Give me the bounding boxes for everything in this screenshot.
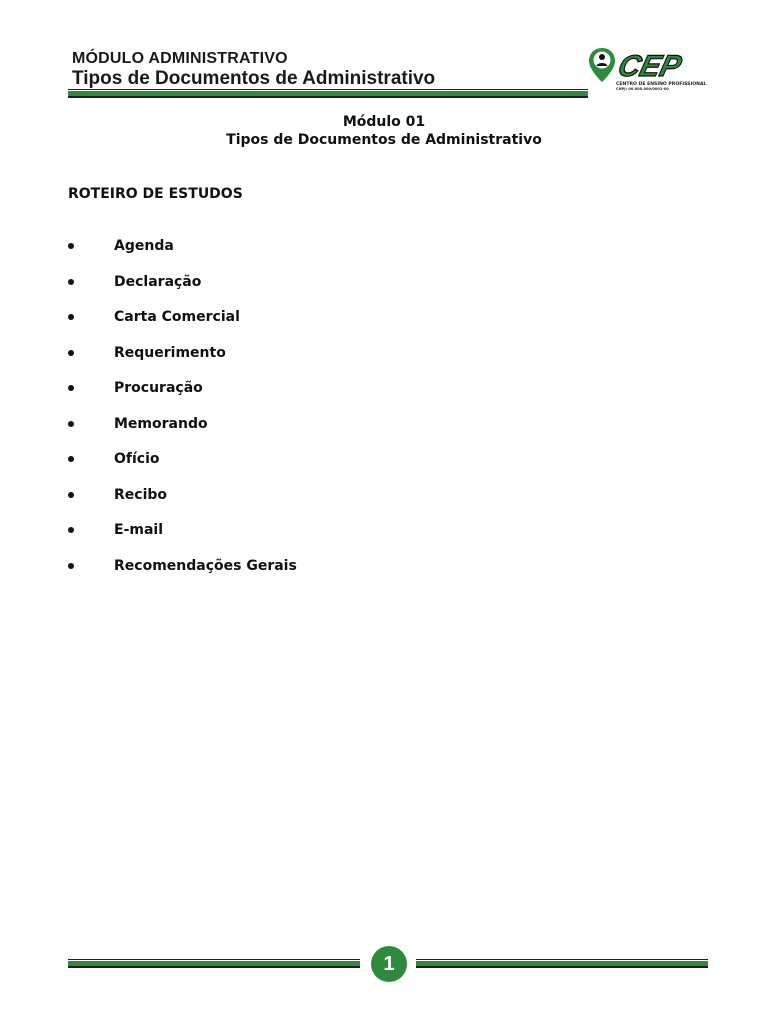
logo-tagline: CENTRO DE ENSINO PROFISSIONAL CNPJ: 00.000.000/0001-00 bbox=[616, 82, 707, 91]
page-number-badge: 1 bbox=[371, 946, 407, 982]
list-item-label: Recibo bbox=[114, 486, 168, 503]
list-item-label: Carta Comercial bbox=[114, 309, 240, 325]
list-item-label: E-mail bbox=[114, 522, 164, 538]
list-item-label: Declaração bbox=[114, 273, 202, 290]
bullet-icon bbox=[68, 279, 74, 285]
bullet-icon bbox=[68, 385, 74, 391]
list-item-label: Agenda bbox=[114, 238, 174, 254]
module-label: MÓDULO ADMINISTRATIVO bbox=[72, 50, 288, 67]
cep-logo bbox=[588, 46, 706, 98]
bullet-icon bbox=[68, 563, 74, 569]
bullet-icon bbox=[68, 492, 74, 498]
list-item-label: Ofício bbox=[114, 451, 160, 467]
logo-brand: CEP bbox=[614, 49, 685, 83]
header-title: Tipos de Documentos de Administrativo bbox=[72, 68, 436, 89]
location-pin-person-icon bbox=[588, 46, 706, 86]
footer-divider-right bbox=[416, 959, 708, 969]
page-header bbox=[72, 50, 592, 90]
list-item-label: Requerimento bbox=[114, 344, 226, 361]
bullet-icon bbox=[68, 350, 74, 356]
bullet-icon bbox=[68, 421, 74, 427]
bullet-icon bbox=[68, 243, 74, 249]
bullet-icon bbox=[68, 314, 74, 320]
footer-divider-left bbox=[68, 959, 360, 969]
header-divider bbox=[68, 89, 588, 98]
section-heading: ROTEIRO DE ESTUDOS bbox=[68, 186, 243, 202]
list-item-label: Recomendações Gerais bbox=[114, 557, 297, 574]
list-item-label: Memorando bbox=[114, 415, 208, 432]
module-title: Tipos de Documentos de Administrativo bbox=[226, 132, 542, 148]
list-item-label: Procuração bbox=[114, 380, 203, 396]
module-number: Módulo 01 bbox=[342, 114, 426, 130]
bullet-icon bbox=[68, 456, 74, 462]
bullet-icon bbox=[68, 527, 74, 533]
